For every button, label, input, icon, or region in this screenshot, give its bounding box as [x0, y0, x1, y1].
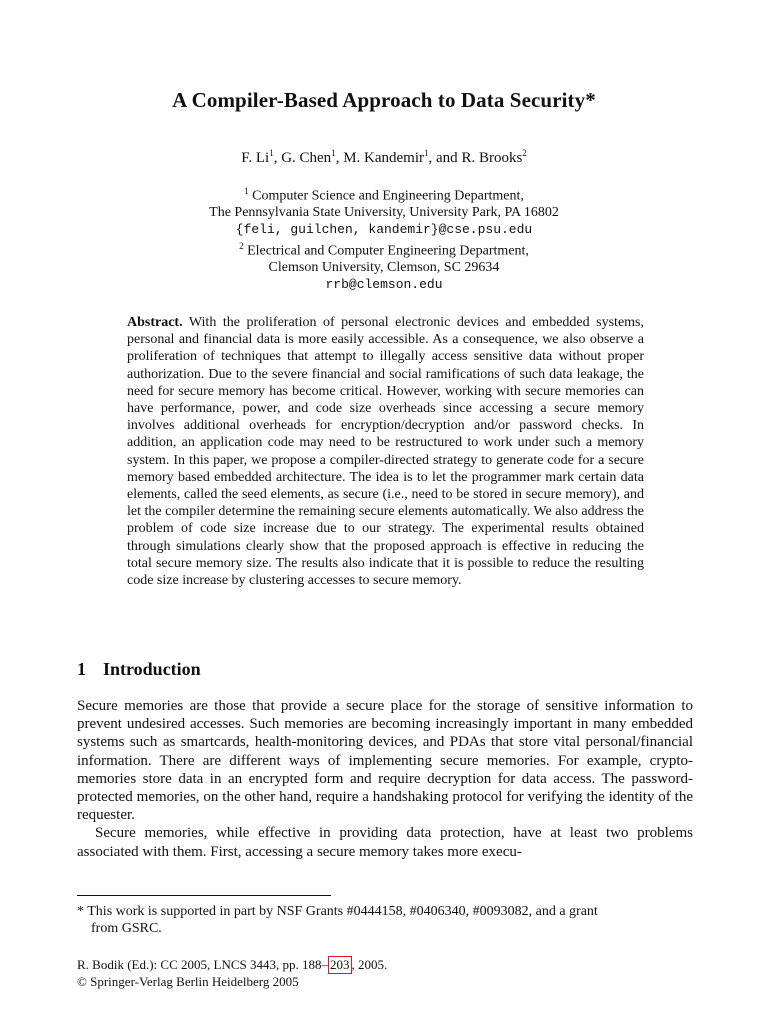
affiliation-1: $^1$ Computer Science and Engineering Department,	[244, 186, 524, 204]
footnote	[77, 903, 693, 937]
body-text	[77, 697, 693, 861]
abstract	[127, 314, 644, 589]
copyright-line: © Springer-Verlag Berlin Heidelberg 2005	[77, 973, 299, 989]
abstract-label: Abstract.	[127, 315, 183, 330]
affiliation-2-email: rrb@clemson.edu	[325, 276, 443, 292]
affiliation-2: $^2$ Electrical and Computer Engineering Department,	[239, 241, 529, 259]
affiliation-marker: 1	[269, 148, 274, 158]
author-name: F. Li	[241, 150, 270, 166]
affiliation-marker: 2	[522, 148, 527, 158]
author-name: R. Brooks	[461, 150, 523, 166]
citation-line: R. Bodik (Ed.): CC 2005, LNCS 3443, pp. 188– 203 , 2005.	[77, 957, 388, 972]
affiliation-1-institution: The Pennsylvania State University, University Park, PA 16802	[209, 205, 559, 221]
section-heading	[77, 659, 201, 680]
author-list: F. Li$^1$, G. Chen$^1$, M. Kandemir$^1$, and R. Brooks$^2$	[241, 148, 527, 166]
paragraph: Secure memories, while effective in providing data protection, have at least two problems associated with them. First, accessing a secure memory takes more execu-	[77, 825, 693, 860]
paper-title: A Compiler-Based Approach to Data Security*	[172, 88, 596, 112]
affiliation-2-institution: Clemson University, Clemson, SC 29634	[268, 260, 500, 276]
section-number: 1	[77, 659, 86, 679]
affiliations	[0, 183, 768, 293]
footnote-rule	[77, 895, 331, 896]
affiliation-marker: 1	[424, 148, 429, 158]
publication-credit	[77, 956, 577, 989]
section-title: Introduction	[103, 659, 201, 679]
affiliation-1-email: {feli, guilchen, kandemir}@cse.psu.edu	[235, 221, 533, 237]
author-name: G. Chen	[281, 150, 332, 166]
footnote-text: This work is supported in part by NSF Grants #0444158, #0406340, #0093082, and a grant	[87, 904, 598, 919]
affiliation-marker: 1	[331, 148, 336, 158]
footnote-mark: *	[77, 904, 84, 919]
author-name: M. Kandemir	[343, 150, 425, 166]
abstract-text: With the proliferation of personal electronic devices and embedded systems, personal and financial data is more easily accessible. As a consequence, we also observe a proliferation of techniques that attempt to illegally access sensitive data without proper authorization. Due to the severe financial and social ramifications of such data leakage, the need for secure memory has become critical. However, working with secure memories can have performance, power, and code size overheads since accessing a secure memory involves additional overheads for encryption/decryption and/or password checks. In addition, an application code may need to be restructured to work under such a memory system. In this paper, we propose a compiler-directed strategy to generate code for a secure memory based embedded architecture. The idea is to let the programmer mark certain data elements, called the seed elements, as secure (i.e., need to be stored in secure memory), and let the compiler determine the remaining secure elements automatically. We also address the problem of code size increase due to our strategy. The experimental results obtained through simulations clearly show that the proposed approach is effective in reducing the total secure memory size. The results also indicate that it is possible to reduce the resulting code size increase by clustering accesses to secure memory.	[127, 315, 644, 589]
paragraph: Secure memories are those that provide a secure place for the storage of sensitive information to prevent undesired accesses. Such memories are becoming increasingly important in many embedded systems such as smartcards, health-monitoring devices, and PDAs that store vital personal/financial information. There are different ways of implementing secure memories. For example, crypto-memories store data in an encrypted form and require decryption for data access. The password-protected memories, on the other hand, require a handshaking protocol for verifying the identity of the requester.	[77, 698, 693, 824]
page-link[interactable]: 203	[330, 957, 350, 972]
footnote-text-continued: from GSRC.	[91, 921, 162, 936]
